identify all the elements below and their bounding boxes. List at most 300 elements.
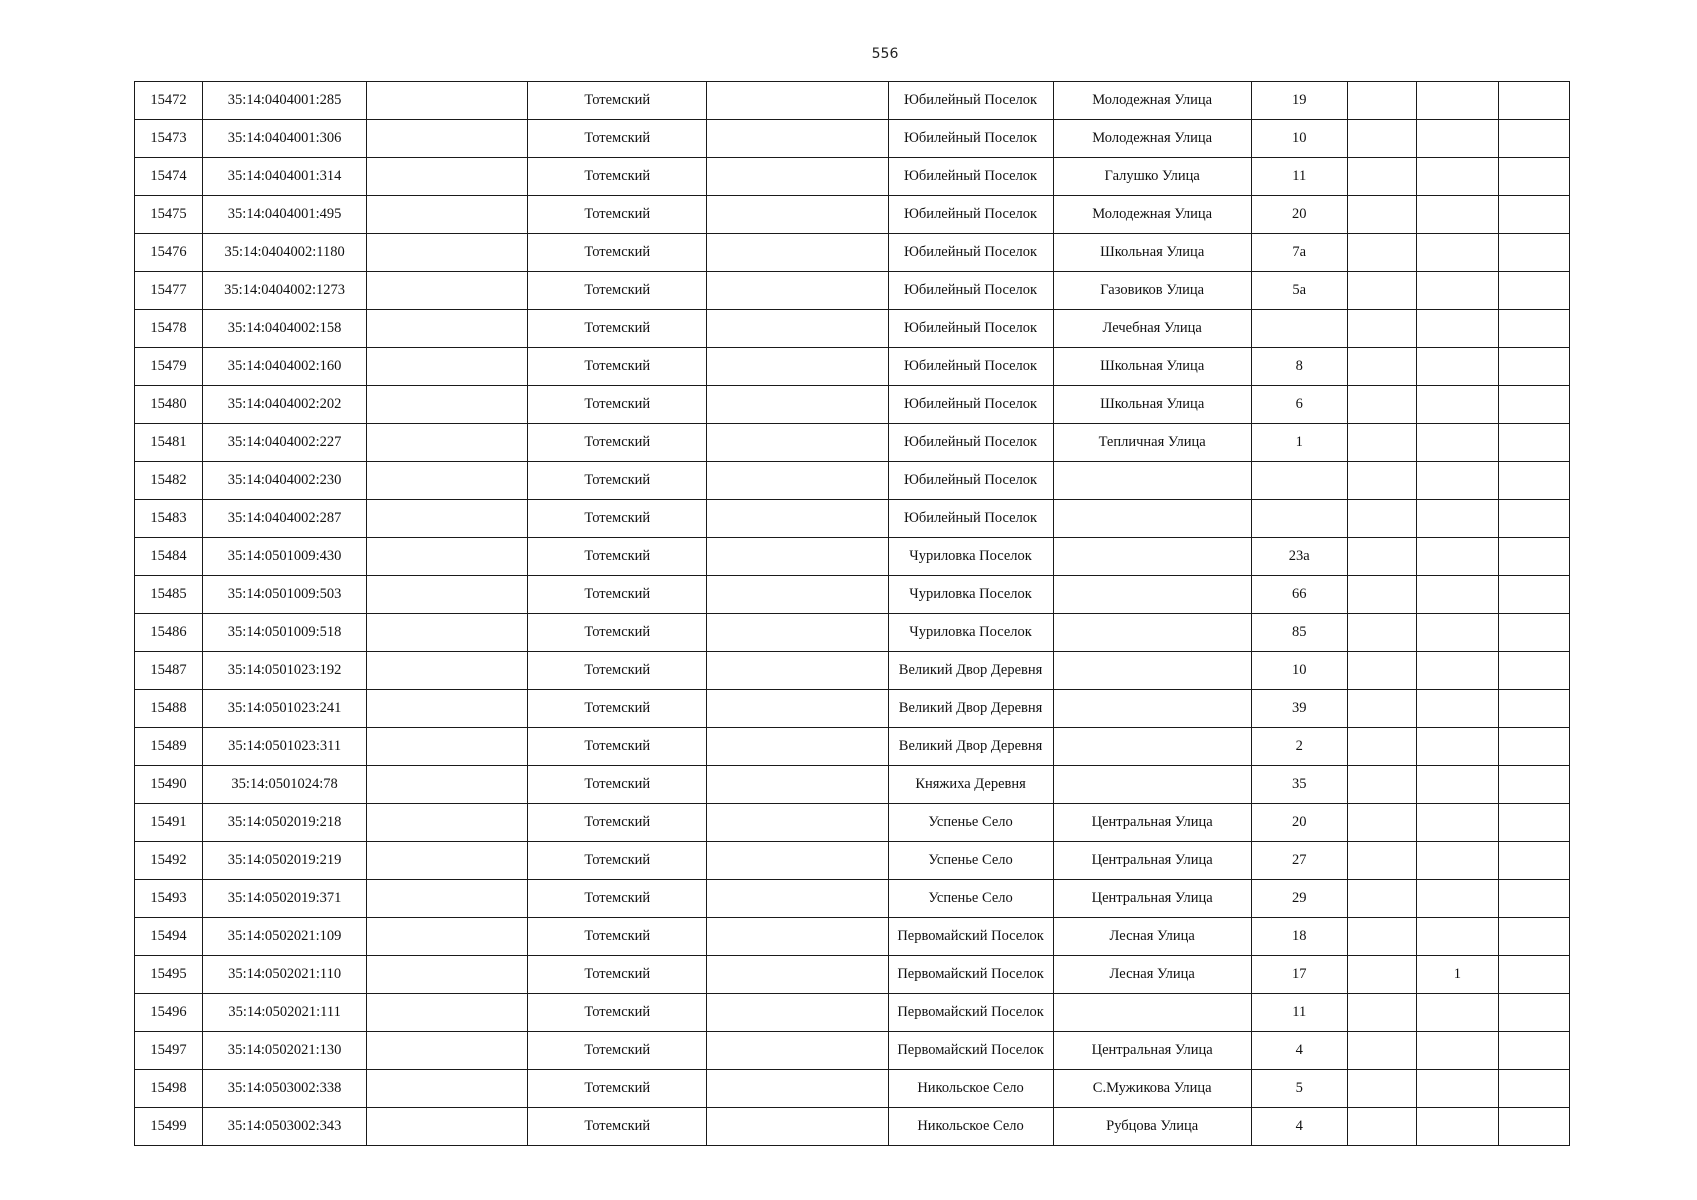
- street-cell: Центральная Улица: [1053, 842, 1251, 880]
- extra-cell: [1347, 462, 1416, 500]
- row-number-cell: 15478: [135, 310, 203, 348]
- settlement-cell: Юбилейный Поселок: [888, 386, 1053, 424]
- district-cell: Тотемский: [528, 804, 707, 842]
- extra-cell: [1347, 348, 1416, 386]
- row-number-cell: 15472: [135, 82, 203, 120]
- street-cell: Газовиков Улица: [1053, 272, 1251, 310]
- extra-cell: [1498, 158, 1569, 196]
- table-row: [135, 234, 1570, 272]
- row-number-cell: 15480: [135, 386, 203, 424]
- extra-cell: [1498, 462, 1569, 500]
- settlement-cell: Юбилейный Поселок: [888, 234, 1053, 272]
- house-number-cell: 8: [1251, 348, 1347, 386]
- house-number-cell: 20: [1251, 196, 1347, 234]
- extra-cell: [1347, 538, 1416, 576]
- settlement-cell: Юбилейный Поселок: [888, 120, 1053, 158]
- registry-table: [134, 81, 1570, 1146]
- extra-cell: [1416, 500, 1498, 538]
- district-cell: Тотемский: [528, 348, 707, 386]
- cadastral-number-cell: 35:14:0404002:1273: [203, 272, 367, 310]
- row-number-cell: 15492: [135, 842, 203, 880]
- row-number-cell: 15498: [135, 1070, 203, 1108]
- table-row: [135, 500, 1570, 538]
- empty-cell: [707, 1070, 888, 1108]
- house-number-cell: 5а: [1251, 272, 1347, 310]
- extra-cell: [1498, 386, 1569, 424]
- empty-cell: [707, 804, 888, 842]
- table-row: [135, 1032, 1570, 1070]
- empty-cell: [367, 766, 528, 804]
- street-cell: Тепличная Улица: [1053, 424, 1251, 462]
- cadastral-number-cell: 35:14:0502021:111: [203, 994, 367, 1032]
- district-cell: Тотемский: [528, 576, 707, 614]
- street-cell: [1053, 614, 1251, 652]
- row-number-cell: 15476: [135, 234, 203, 272]
- street-cell: Центральная Улица: [1053, 804, 1251, 842]
- extra-cell: [1416, 158, 1498, 196]
- street-cell: [1053, 652, 1251, 690]
- empty-cell: [707, 614, 888, 652]
- house-number-cell: [1251, 310, 1347, 348]
- street-cell: [1053, 728, 1251, 766]
- row-number-cell: 15475: [135, 196, 203, 234]
- extra-cell: [1416, 1070, 1498, 1108]
- extra-cell: [1416, 272, 1498, 310]
- district-cell: Тотемский: [528, 386, 707, 424]
- district-cell: Тотемский: [528, 424, 707, 462]
- house-number-cell: 23а: [1251, 538, 1347, 576]
- table-row: [135, 804, 1570, 842]
- district-cell: Тотемский: [528, 500, 707, 538]
- street-cell: [1053, 766, 1251, 804]
- settlement-cell: Первомайский Поселок: [888, 956, 1053, 994]
- empty-cell: [367, 614, 528, 652]
- street-cell: Молодежная Улица: [1053, 196, 1251, 234]
- row-number-cell: 15490: [135, 766, 203, 804]
- row-number-cell: 15483: [135, 500, 203, 538]
- empty-cell: [707, 690, 888, 728]
- street-cell: Молодежная Улица: [1053, 82, 1251, 120]
- settlement-cell: Первомайский Поселок: [888, 918, 1053, 956]
- settlement-cell: Юбилейный Поселок: [888, 158, 1053, 196]
- extra-cell: [1416, 310, 1498, 348]
- extra-cell: [1416, 994, 1498, 1032]
- extra-cell: [1347, 82, 1416, 120]
- settlement-cell: Первомайский Поселок: [888, 1032, 1053, 1070]
- settlement-cell: Чуриловка Поселок: [888, 576, 1053, 614]
- street-cell: Центральная Улица: [1053, 880, 1251, 918]
- extra-cell: [1347, 386, 1416, 424]
- settlement-cell: Успенье Село: [888, 842, 1053, 880]
- empty-cell: [707, 272, 888, 310]
- extra-cell: [1498, 804, 1569, 842]
- extra-cell: [1498, 538, 1569, 576]
- cadastral-number-cell: 35:14:0404002:227: [203, 424, 367, 462]
- empty-cell: [367, 690, 528, 728]
- house-number-cell: 39: [1251, 690, 1347, 728]
- settlement-cell: Юбилейный Поселок: [888, 272, 1053, 310]
- district-cell: Тотемский: [528, 690, 707, 728]
- extra-cell: [1498, 234, 1569, 272]
- table-row: [135, 1108, 1570, 1146]
- district-cell: Тотемский: [528, 234, 707, 272]
- district-cell: Тотемский: [528, 880, 707, 918]
- cadastral-number-cell: 35:14:0404001:306: [203, 120, 367, 158]
- extra-cell: [1498, 842, 1569, 880]
- district-cell: Тотемский: [528, 652, 707, 690]
- empty-cell: [367, 120, 528, 158]
- cadastral-number-cell: 35:14:0501024:78: [203, 766, 367, 804]
- extra-cell: [1416, 690, 1498, 728]
- table-row: [135, 576, 1570, 614]
- extra-cell: [1416, 348, 1498, 386]
- cadastral-number-cell: 35:14:0502019:371: [203, 880, 367, 918]
- cadastral-number-cell: 35:14:0502021:109: [203, 918, 367, 956]
- house-number-cell: 5: [1251, 1070, 1347, 1108]
- empty-cell: [367, 880, 528, 918]
- table-row: [135, 1070, 1570, 1108]
- empty-cell: [367, 652, 528, 690]
- settlement-cell: Чуриловка Поселок: [888, 614, 1053, 652]
- empty-cell: [367, 1070, 528, 1108]
- settlement-cell: Первомайский Поселок: [888, 994, 1053, 1032]
- extra-cell: [1347, 728, 1416, 766]
- house-number-cell: 4: [1251, 1032, 1347, 1070]
- street-cell: Лесная Улица: [1053, 918, 1251, 956]
- table-row: [135, 538, 1570, 576]
- settlement-cell: Никольское Село: [888, 1070, 1053, 1108]
- cadastral-number-cell: 35:14:0501009:503: [203, 576, 367, 614]
- district-cell: Тотемский: [528, 272, 707, 310]
- cadastral-number-cell: 35:14:0503002:338: [203, 1070, 367, 1108]
- table-row: [135, 462, 1570, 500]
- table-row: [135, 880, 1570, 918]
- empty-cell: [707, 1032, 888, 1070]
- cadastral-number-cell: 35:14:0404001:285: [203, 82, 367, 120]
- settlement-cell: Юбилейный Поселок: [888, 196, 1053, 234]
- house-number-cell: [1251, 500, 1347, 538]
- district-cell: Тотемский: [528, 766, 707, 804]
- empty-cell: [707, 82, 888, 120]
- empty-cell: [707, 386, 888, 424]
- extra-cell: [1416, 918, 1498, 956]
- settlement-cell: Юбилейный Поселок: [888, 500, 1053, 538]
- empty-cell: [367, 842, 528, 880]
- extra-cell: [1347, 880, 1416, 918]
- cadastral-number-cell: 35:14:0404002:158: [203, 310, 367, 348]
- extra-cell: [1498, 918, 1569, 956]
- extra-cell: 1: [1416, 956, 1498, 994]
- district-cell: Тотемский: [528, 728, 707, 766]
- street-cell: [1053, 576, 1251, 614]
- empty-cell: [707, 842, 888, 880]
- house-number-cell: 4: [1251, 1108, 1347, 1146]
- table-row: [135, 956, 1570, 994]
- empty-cell: [707, 766, 888, 804]
- table-row: [135, 728, 1570, 766]
- table-row: [135, 994, 1570, 1032]
- extra-cell: [1416, 728, 1498, 766]
- house-number-cell: 10: [1251, 652, 1347, 690]
- extra-cell: [1498, 348, 1569, 386]
- cadastral-number-cell: 35:14:0503002:343: [203, 1108, 367, 1146]
- district-cell: Тотемский: [528, 158, 707, 196]
- street-cell: [1053, 538, 1251, 576]
- table-row: [135, 918, 1570, 956]
- extra-cell: [1416, 1108, 1498, 1146]
- house-number-cell: 29: [1251, 880, 1347, 918]
- empty-cell: [367, 310, 528, 348]
- extra-cell: [1347, 424, 1416, 462]
- extra-cell: [1416, 462, 1498, 500]
- cadastral-number-cell: 35:14:0501009:518: [203, 614, 367, 652]
- street-cell: Галушко Улица: [1053, 158, 1251, 196]
- empty-cell: [707, 500, 888, 538]
- settlement-cell: Успенье Село: [888, 880, 1053, 918]
- row-number-cell: 15496: [135, 994, 203, 1032]
- district-cell: Тотемский: [528, 1032, 707, 1070]
- empty-cell: [367, 500, 528, 538]
- extra-cell: [1498, 880, 1569, 918]
- extra-cell: [1416, 614, 1498, 652]
- street-cell: Школьная Улица: [1053, 348, 1251, 386]
- extra-cell: [1498, 1032, 1569, 1070]
- row-number-cell: 15485: [135, 576, 203, 614]
- extra-cell: [1347, 500, 1416, 538]
- extra-cell: [1416, 120, 1498, 158]
- settlement-cell: Великий Двор Деревня: [888, 728, 1053, 766]
- row-number-cell: 15473: [135, 120, 203, 158]
- table-row: [135, 652, 1570, 690]
- extra-cell: [1347, 1070, 1416, 1108]
- house-number-cell: 11: [1251, 158, 1347, 196]
- extra-cell: [1416, 652, 1498, 690]
- district-cell: Тотемский: [528, 1070, 707, 1108]
- table-row: [135, 82, 1570, 120]
- row-number-cell: 15493: [135, 880, 203, 918]
- empty-cell: [367, 538, 528, 576]
- extra-cell: [1416, 576, 1498, 614]
- extra-cell: [1347, 994, 1416, 1032]
- street-cell: [1053, 994, 1251, 1032]
- row-number-cell: 15487: [135, 652, 203, 690]
- extra-cell: [1347, 804, 1416, 842]
- district-cell: Тотемский: [528, 462, 707, 500]
- street-cell: Школьная Улица: [1053, 386, 1251, 424]
- district-cell: Тотемский: [528, 538, 707, 576]
- street-cell: Лечебная Улица: [1053, 310, 1251, 348]
- cadastral-number-cell: 35:14:0404002:160: [203, 348, 367, 386]
- row-number-cell: 15494: [135, 918, 203, 956]
- extra-cell: [1416, 804, 1498, 842]
- extra-cell: [1498, 728, 1569, 766]
- extra-cell: [1416, 196, 1498, 234]
- row-number-cell: 15489: [135, 728, 203, 766]
- extra-cell: [1416, 424, 1498, 462]
- district-cell: Тотемский: [528, 310, 707, 348]
- empty-cell: [367, 804, 528, 842]
- table-row: [135, 386, 1570, 424]
- settlement-cell: Юбилейный Поселок: [888, 424, 1053, 462]
- house-number-cell: 1: [1251, 424, 1347, 462]
- empty-cell: [367, 386, 528, 424]
- extra-cell: [1347, 196, 1416, 234]
- empty-cell: [367, 918, 528, 956]
- table-row: [135, 120, 1570, 158]
- extra-cell: [1498, 82, 1569, 120]
- empty-cell: [367, 1108, 528, 1146]
- street-cell: С.Мужикова Улица: [1053, 1070, 1251, 1108]
- cadastral-number-cell: 35:14:0502019:218: [203, 804, 367, 842]
- cadastral-number-cell: 35:14:0404002:1180: [203, 234, 367, 272]
- street-cell: [1053, 462, 1251, 500]
- cadastral-number-cell: 35:14:0404002:230: [203, 462, 367, 500]
- cadastral-number-cell: 35:14:0404001:314: [203, 158, 367, 196]
- empty-cell: [367, 82, 528, 120]
- house-number-cell: 2: [1251, 728, 1347, 766]
- district-cell: Тотемский: [528, 82, 707, 120]
- table-row: [135, 158, 1570, 196]
- cadastral-number-cell: 35:14:0501009:430: [203, 538, 367, 576]
- extra-cell: [1498, 614, 1569, 652]
- house-number-cell: 85: [1251, 614, 1347, 652]
- empty-cell: [707, 538, 888, 576]
- settlement-cell: Юбилейный Поселок: [888, 462, 1053, 500]
- extra-cell: [1347, 272, 1416, 310]
- extra-cell: [1416, 234, 1498, 272]
- district-cell: Тотемский: [528, 918, 707, 956]
- empty-cell: [367, 956, 528, 994]
- empty-cell: [707, 234, 888, 272]
- settlement-cell: Юбилейный Поселок: [888, 310, 1053, 348]
- extra-cell: [1498, 1070, 1569, 1108]
- district-cell: Тотемский: [528, 842, 707, 880]
- extra-cell: [1347, 120, 1416, 158]
- row-number-cell: 15495: [135, 956, 203, 994]
- extra-cell: [1416, 880, 1498, 918]
- table-row: [135, 196, 1570, 234]
- row-number-cell: 15474: [135, 158, 203, 196]
- street-cell: Рубцова Улица: [1053, 1108, 1251, 1146]
- extra-cell: [1416, 842, 1498, 880]
- extra-cell: [1347, 1108, 1416, 1146]
- street-cell: Молодежная Улица: [1053, 120, 1251, 158]
- row-number-cell: 15499: [135, 1108, 203, 1146]
- extra-cell: [1498, 196, 1569, 234]
- empty-cell: [707, 918, 888, 956]
- row-number-cell: 15486: [135, 614, 203, 652]
- empty-cell: [367, 234, 528, 272]
- cadastral-number-cell: 35:14:0502019:219: [203, 842, 367, 880]
- settlement-cell: Княжиха Деревня: [888, 766, 1053, 804]
- settlement-cell: Юбилейный Поселок: [888, 82, 1053, 120]
- table-row: [135, 348, 1570, 386]
- empty-cell: [707, 994, 888, 1032]
- table-row: [135, 842, 1570, 880]
- settlement-cell: Чуриловка Поселок: [888, 538, 1053, 576]
- cadastral-number-cell: 35:14:0501023:241: [203, 690, 367, 728]
- house-number-cell: 19: [1251, 82, 1347, 120]
- empty-cell: [367, 196, 528, 234]
- district-cell: Тотемский: [528, 120, 707, 158]
- empty-cell: [367, 728, 528, 766]
- house-number-cell: 35: [1251, 766, 1347, 804]
- row-number-cell: 15479: [135, 348, 203, 386]
- table-row: [135, 766, 1570, 804]
- settlement-cell: Успенье Село: [888, 804, 1053, 842]
- extra-cell: [1347, 918, 1416, 956]
- empty-cell: [707, 1108, 888, 1146]
- extra-cell: [1347, 1032, 1416, 1070]
- extra-cell: [1498, 310, 1569, 348]
- house-number-cell: 6: [1251, 386, 1347, 424]
- row-number-cell: 15481: [135, 424, 203, 462]
- house-number-cell: 20: [1251, 804, 1347, 842]
- cadastral-number-cell: 35:14:0404002:287: [203, 500, 367, 538]
- empty-cell: [367, 424, 528, 462]
- extra-cell: [1347, 576, 1416, 614]
- extra-cell: [1498, 766, 1569, 804]
- empty-cell: [707, 462, 888, 500]
- empty-cell: [367, 348, 528, 386]
- house-number-cell: 7а: [1251, 234, 1347, 272]
- empty-cell: [707, 728, 888, 766]
- extra-cell: [1347, 766, 1416, 804]
- row-number-cell: 15482: [135, 462, 203, 500]
- extra-cell: [1498, 690, 1569, 728]
- table-row: [135, 690, 1570, 728]
- settlement-cell: Великий Двор Деревня: [888, 690, 1053, 728]
- empty-cell: [707, 424, 888, 462]
- cadastral-number-cell: 35:14:0502021:130: [203, 1032, 367, 1070]
- settlement-cell: Юбилейный Поселок: [888, 348, 1053, 386]
- cadastral-number-cell: 35:14:0501023:192: [203, 652, 367, 690]
- settlement-cell: Великий Двор Деревня: [888, 652, 1053, 690]
- extra-cell: [1347, 234, 1416, 272]
- extra-cell: [1498, 576, 1569, 614]
- row-number-cell: 15488: [135, 690, 203, 728]
- extra-cell: [1416, 766, 1498, 804]
- extra-cell: [1347, 158, 1416, 196]
- empty-cell: [707, 880, 888, 918]
- table-row: [135, 310, 1570, 348]
- house-number-cell: [1251, 462, 1347, 500]
- house-number-cell: 17: [1251, 956, 1347, 994]
- street-cell: Школьная Улица: [1053, 234, 1251, 272]
- cadastral-number-cell: 35:14:0404002:202: [203, 386, 367, 424]
- house-number-cell: 27: [1251, 842, 1347, 880]
- extra-cell: [1498, 424, 1569, 462]
- empty-cell: [707, 120, 888, 158]
- row-number-cell: 15477: [135, 272, 203, 310]
- empty-cell: [367, 1032, 528, 1070]
- street-cell: Лесная Улица: [1053, 956, 1251, 994]
- extra-cell: [1347, 690, 1416, 728]
- extra-cell: [1498, 652, 1569, 690]
- extra-cell: [1347, 842, 1416, 880]
- row-number-cell: 15484: [135, 538, 203, 576]
- street-cell: [1053, 690, 1251, 728]
- extra-cell: [1498, 956, 1569, 994]
- extra-cell: [1498, 994, 1569, 1032]
- row-number-cell: 15497: [135, 1032, 203, 1070]
- extra-cell: [1498, 120, 1569, 158]
- settlement-cell: Никольское Село: [888, 1108, 1053, 1146]
- extra-cell: [1347, 310, 1416, 348]
- table-row: [135, 424, 1570, 462]
- empty-cell: [707, 956, 888, 994]
- empty-cell: [367, 158, 528, 196]
